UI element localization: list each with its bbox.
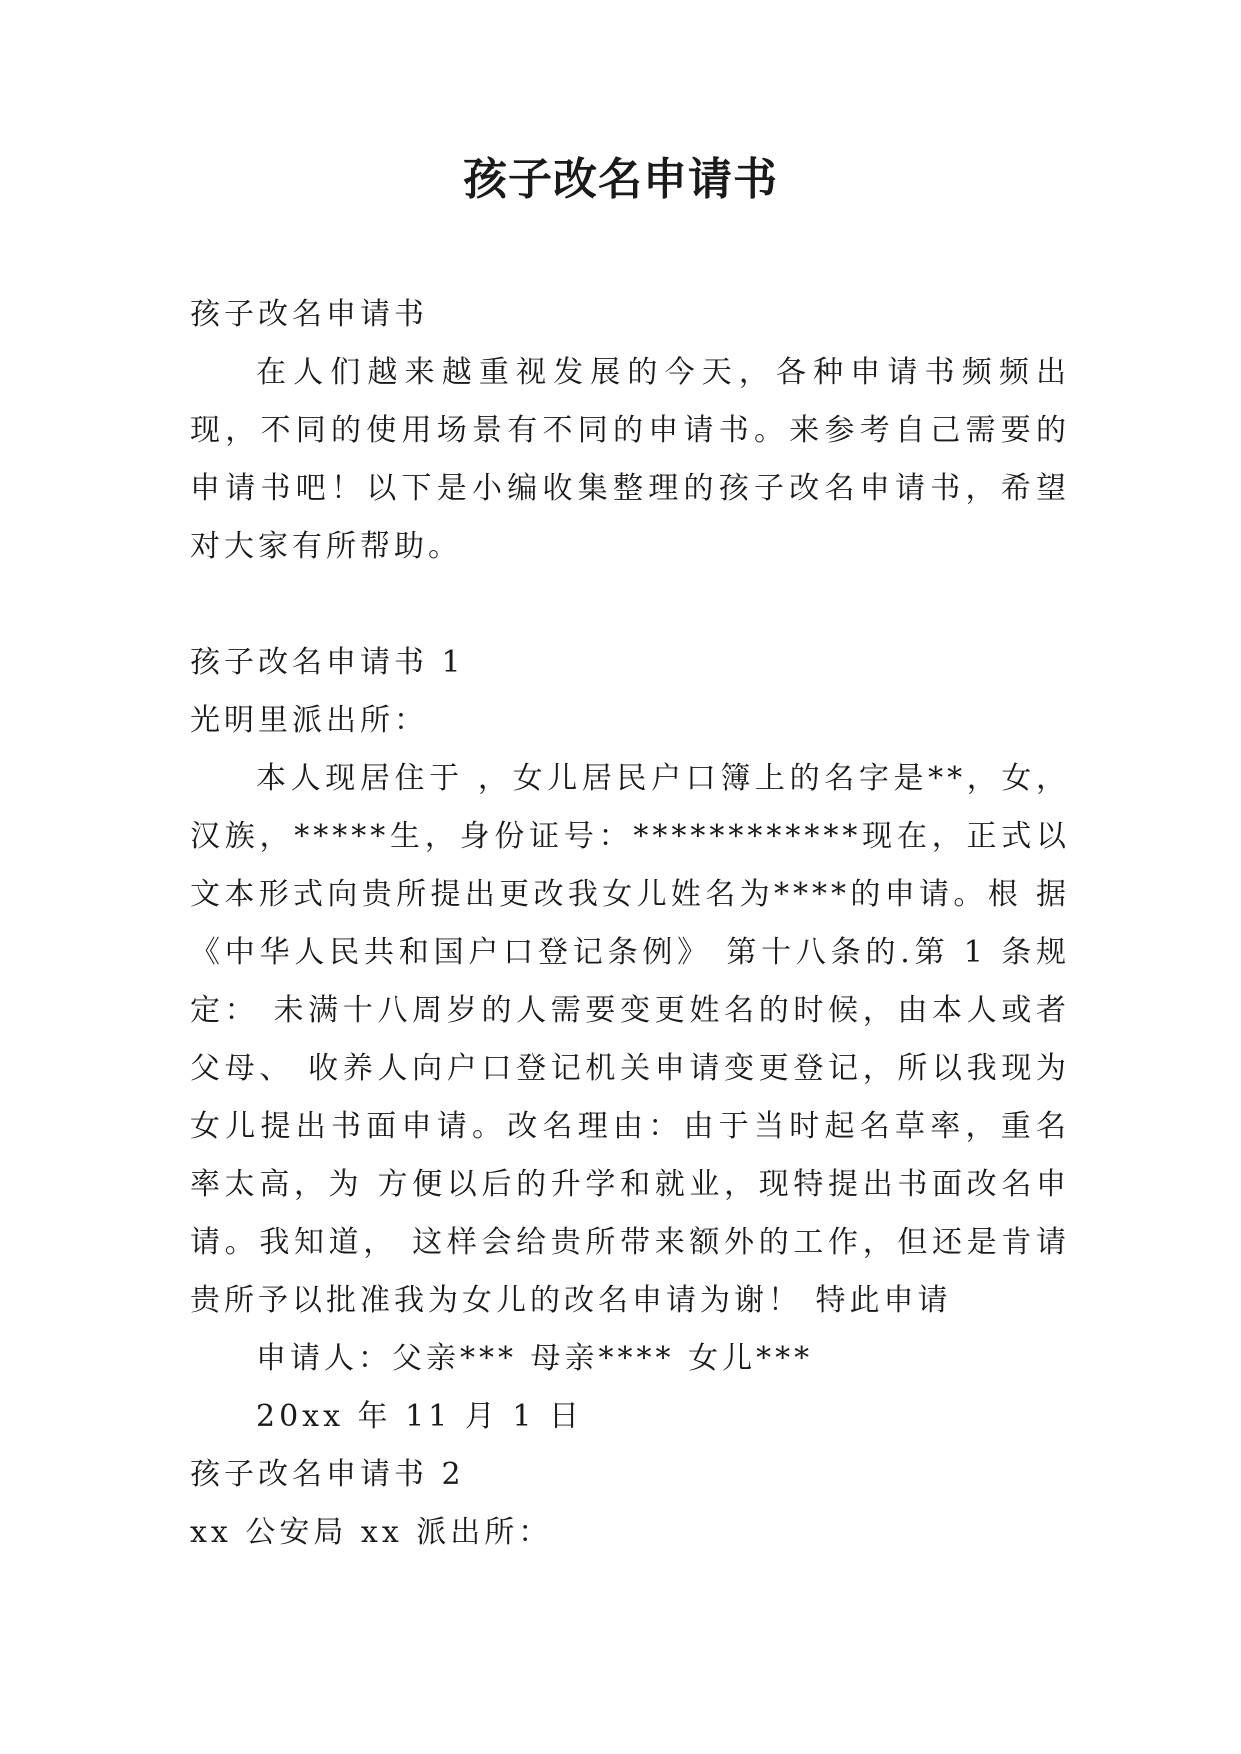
letter2-addressee: xx 公安局 xx 派出所：: [190, 1515, 553, 1550]
letter1-date: 20xx 年 11 月 1 日: [256, 1399, 583, 1434]
document-body: [190, 286, 1070, 1562]
letter2-heading: 孩子改名申请书 2: [190, 1457, 465, 1492]
intro-paragraph: 在人们越来越重视发展的今天，各种申请书频频出现，不同的使用场景有不同的申请书。来参考自己需要的申请书吧！以下是小编收集整理的孩子改名申请书，希望对大家有所帮助。: [190, 355, 1070, 564]
document-subtitle: 孩子改名申请书: [190, 297, 428, 332]
letter1-heading: 孩子改名申请书 1: [190, 645, 465, 680]
letter1-body: 本人现居住于 ，女儿居民户口簿上的名字是**，女，汉族，*****生，身份证号：************现在，正式以文本形式向贵所提出更改我女儿姓名为****的申请。根 据《中华人民共和国户口登记条例》 第十八条的.第 1 条规定： 未满十八周岁的人需要变更姓名的时候，由本人或者父母、 收养人向户口登记机关申请变更登记，所以我现为女儿提出书面申请。改名理由：由于当时起名草率，重名率太高，为 方便以后的升学和就业，现特提出书面改名申请。我知道， 这样会给贵所带来额外的工作，但还是肯请贵所予以批准我为女儿的改名申请为谢！ 特此申请: [190, 761, 1070, 1318]
letter1-addressee: 光明里派出所：: [190, 703, 428, 738]
paragraph-spacer: [190, 576, 1070, 634]
document-title: 孩子改名申请书: [463, 154, 778, 205]
letter1-applicants: 申请人：父亲*** 母亲**** 女儿***: [256, 1341, 814, 1376]
